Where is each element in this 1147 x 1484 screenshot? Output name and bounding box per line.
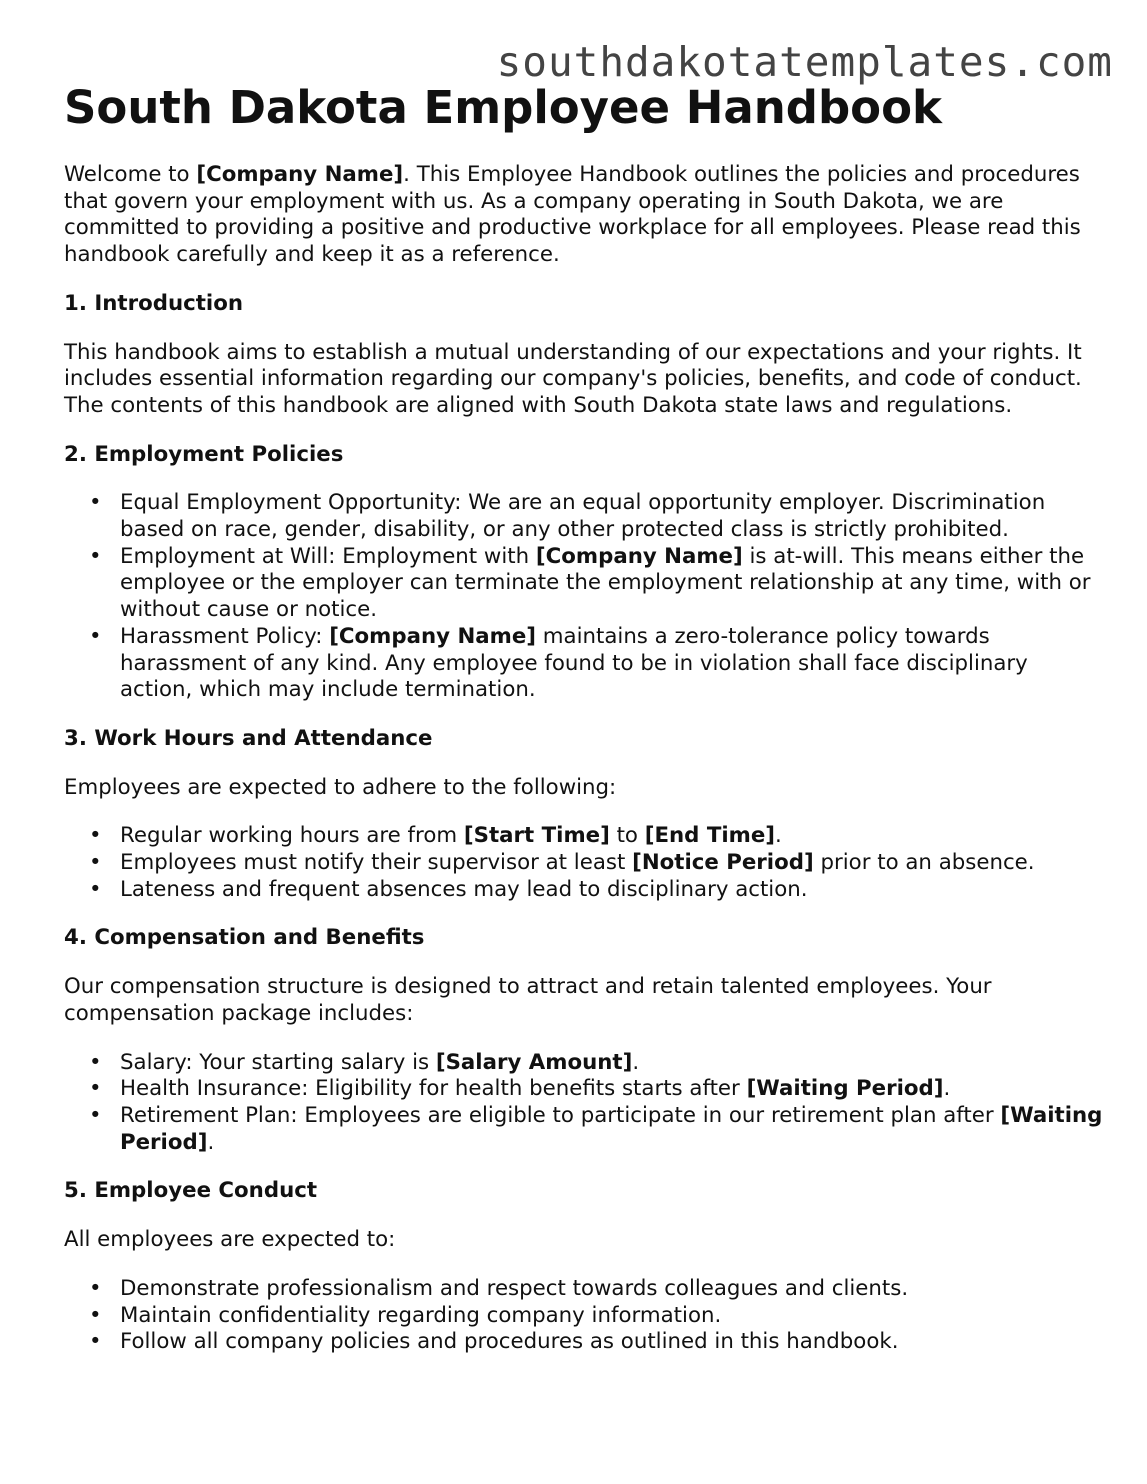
bullet-icon: • xyxy=(89,1049,102,1075)
watermark: southdakotatemplates.com xyxy=(496,38,1113,86)
company-placeholder: [Company Name] xyxy=(196,162,404,187)
bullet-icon: • xyxy=(89,1302,102,1328)
start-time-placeholder: [Start Time] xyxy=(463,823,610,849)
compensation-paragraph: Our compensation structure is designed to attract and retain talented employees. Your compensation package includes: xyxy=(64,974,992,1026)
conduct-paragraph: All employees are expected to: xyxy=(64,1227,396,1253)
bullet-icon: • xyxy=(89,1329,102,1355)
bullet-icon: • xyxy=(89,823,102,849)
salary-placeholder: [Salary Amount] xyxy=(435,1049,633,1075)
list-item: • Maintain confidentiality regarding company information. xyxy=(89,1302,722,1328)
list-item: • Employment at Will: Employment with [Company Name] is at-will. This means either the employee or the employer can terminate the employment relationship at any time, with or without cause or notice. xyxy=(89,543,1091,623)
bullet-icon: • xyxy=(89,876,102,902)
bullet-icon: • xyxy=(89,1102,102,1128)
bullet-icon: • xyxy=(89,1076,102,1102)
bullet-icon: • xyxy=(89,490,102,516)
introduction-paragraph: This handbook aims to establish a mutual understanding of our expectations and your rights. It includes essential information regarding our company's policies, benefits, and code of conduct. The contents of this handbook are aligned with South Dakota state laws and regulations. xyxy=(64,339,1082,418)
intro-paragraph xyxy=(64,162,1104,269)
list-item: • Retirement Plan: Employees are eligible to participate in our retirement plan after [Waiting Period]. xyxy=(89,1102,1103,1155)
list-item: • Demonstrate professionalism and respect towards colleagues and clients. xyxy=(89,1275,909,1301)
bullet-icon: • xyxy=(89,543,102,569)
list-item: • Equal Employment Opportunity: We are an equal opportunity employer. Discrimination based on race, gender, disability, or any other protected class is strictly prohibited. xyxy=(89,490,1046,543)
list-item: • Regular working hours are from [Start Time] to [End Time]. xyxy=(89,823,782,849)
section-heading-employment-policies: 2. Employment Policies xyxy=(64,441,344,467)
bullet-icon: • xyxy=(89,623,102,649)
work-hours-paragraph: Employees are expected to adhere to the following: xyxy=(64,774,617,800)
bullet-icon: • xyxy=(89,1275,102,1301)
notice-period-placeholder: [Notice Period] xyxy=(632,850,814,876)
page-title: South Dakota Employee Handbook xyxy=(64,81,942,134)
list-item: • Health Insurance: Eligibility for health benefits starts after [Waiting Period]. xyxy=(89,1076,951,1102)
end-time-placeholder: [End Time] xyxy=(644,823,776,849)
section-heading-employee-conduct: 5. Employee Conduct xyxy=(64,1178,318,1204)
conduct-list xyxy=(64,1276,1104,1356)
waiting-period-placeholder: [Waiting Period] xyxy=(120,1102,1103,1155)
section-heading-compensation: 4. Compensation and Benefits xyxy=(64,925,425,951)
intro-text: Welcome to xyxy=(64,162,197,187)
work-hours-list xyxy=(64,823,1104,903)
employment-policies-list xyxy=(64,490,1104,704)
intro-text-rest: . This Employee Handbook outlines the policies and procedures that govern your employment with us. As a company operating in South Dakota, we are committed to providing a positive and productive workplace for all employees. Please read this handbook carefully and keep it as a reference. xyxy=(64,162,1081,268)
section-heading-work-hours: 3. Work Hours and Attendance xyxy=(64,725,433,751)
section-heading-introduction: 1. Introduction xyxy=(64,290,244,316)
compensation-list xyxy=(64,1050,1104,1157)
list-item: • Employees must notify their supervisor at least [Notice Period] prior to an absence. xyxy=(89,850,1035,876)
waiting-period-placeholder: [Waiting Period] xyxy=(746,1076,944,1102)
list-item: • Follow all company policies and procedures as outlined in this handbook. xyxy=(89,1329,899,1355)
list-item: • Lateness and frequent absences may lead to disciplinary action. xyxy=(89,876,808,902)
company-placeholder: [Company Name] xyxy=(535,543,743,569)
list-item: • Salary: Your starting salary is [Salary Amount]. xyxy=(89,1049,640,1075)
document-page xyxy=(64,80,1104,1378)
list-item: • Harassment Policy: [Company Name] maintains a zero-tolerance policy towards harassment of any kind. Any employee found to be in violation shall face disciplinary action, which may include termination. xyxy=(89,623,1028,703)
company-placeholder: [Company Name] xyxy=(329,623,537,649)
bullet-icon: • xyxy=(89,850,102,876)
